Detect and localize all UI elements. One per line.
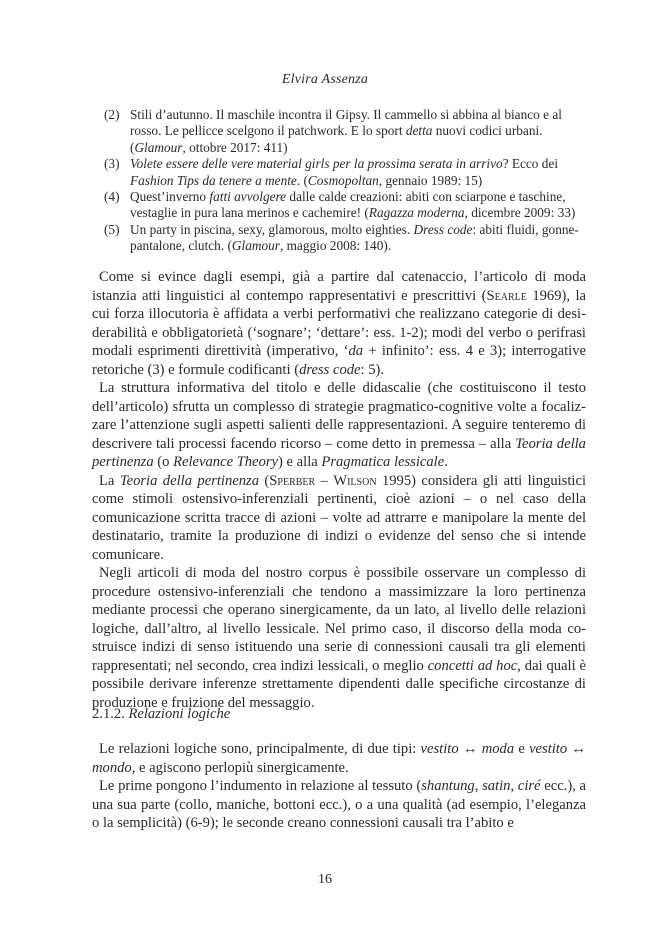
section-number: 2.1.2. — [92, 706, 129, 722]
text-span: , gennaio 1989: 15) — [378, 172, 483, 188]
text-span: . — [444, 454, 448, 470]
body-paragraph — [92, 472, 586, 565]
text-span: , maggio 2008: 140). — [279, 238, 392, 254]
text-span: ( — [259, 472, 270, 489]
text-span: Negli articoli di moda del nostro corpus è possibile osservare un complesso di procedure ostensivo-inferenziali che tendono a massimizzare la loro pertinenza mediante processi che operano sinergicamente, da un lato, al livello delle relazioni logiche, dall’altro, al livello lessicale. Nel primo caso, il discorso della moda costruisce indizi di senso istituendo una serie di connessioni causali tra gli elementi rappresentati; nel secondo, crea indizi lessicali, o meglio — [92, 565, 586, 674]
body-text-section-b — [92, 740, 586, 833]
text-span: + infinito’: ess. 4 e 3); interrogative retoriche (3) e formule codificanti ( — [92, 343, 586, 378]
italic-span: mondo — [92, 759, 132, 776]
text-span: , — [474, 778, 483, 794]
text-span: 1995) considera gli atti linguistici come stimoli ostensivo-inferenziali pertinenti, cioè azioni – o nel caso della comunicazione scritta tracce di azioni – volte ad attrarre e manipolare la mente del destinatario, tramite la produzione di indizi o evidenze del senso che si intende comunicare. — [92, 472, 586, 563]
example-text — [130, 107, 562, 155]
example-text — [130, 156, 558, 187]
small-caps-span: Searle — [486, 287, 527, 304]
example-item — [104, 189, 584, 222]
small-caps-span: Wilson — [333, 472, 377, 489]
text-span: ecc.), a una sua parte (collo, maniche, bottoni ecc.), o a una qualità (ad esempio, l’eleganza o la semplicità) (6-9); le seconde creano connessioni causali tra l’abito e — [92, 778, 587, 831]
example-number: (2) — [104, 107, 120, 122]
example-number: (5) — [104, 221, 120, 237]
text-span: Quest’inverno — [130, 189, 210, 205]
text-span: ? Ecco dei — [502, 156, 559, 172]
italic-span: fatti avvolgere — [209, 189, 287, 205]
text-span: Come si evince dagli esempi, già a partire dal catenaccio, l’articolo di moda istanzia atti linguistici al contempo rappresentativi e prescrittivi ( — [92, 269, 586, 304]
italic-span: satin — [482, 778, 511, 794]
text-span: dalle calde creazioni: abiti con sciarpone e taschine, vestaglie in pura lana merinos e cachemire! ( — [130, 189, 566, 221]
italic-span: Dress code — [413, 221, 473, 237]
small-caps-span: Sperber — [269, 472, 316, 489]
text-span: ↔ — [458, 741, 482, 757]
italic-span: Volete essere delle vere material girls per la prossima serata in arrivo — [130, 156, 503, 172]
text-span: La — [99, 472, 120, 489]
body-paragraph — [92, 740, 586, 777]
body-paragraph — [92, 268, 586, 379]
italic-span: da — [348, 343, 364, 359]
italic-span: Glamour — [231, 238, 280, 254]
italic-span: shantung — [421, 778, 475, 794]
italic-span: Fashion Tips da tenere a mente — [130, 172, 297, 188]
text-span: (o — [153, 454, 174, 470]
example-item — [104, 222, 584, 255]
body-paragraph — [92, 379, 586, 472]
italic-span: Ragazza moderna — [368, 205, 465, 221]
example-text — [130, 189, 575, 220]
text-span: Un party in piscina, sexy, glamorous, molto eighties. — [130, 221, 414, 237]
text-span: , dai quali è possibile derivare inferenze strettamente dipendenti dalle specifiche circostanze di produzione e fruizione del messaggio. — [92, 657, 586, 711]
text-span: , dicembre 2009: 33) — [464, 205, 576, 221]
section-title: Relazioni logiche — [128, 706, 231, 722]
text-span: ) e alla — [278, 454, 322, 470]
text-span: Le relazioni logiche sono, principalmente, di due tipi: — [99, 741, 421, 757]
text-span: La struttura informativa del titolo e delle didascalie (che costituiscono il testo dell’articolo) sfrutta un complesso di strategie pragmatico-cognitive volte a focalizzare l’attenzione sugli aspetti salienti delle rappresentazioni. A seguire tenteremo di descrivere tali processi facendo ricorso – come detto in premessa – alla — [92, 380, 586, 452]
text-span: , e agiscono perlopiù sinergicamente. — [131, 759, 349, 776]
page-number: 16 — [318, 872, 332, 887]
example-number: (4) — [104, 189, 120, 205]
italic-span: moda — [481, 741, 515, 757]
text-span: Le prime pongono l’indumento in relazione al tessuto ( — [99, 778, 422, 794]
text-span: , — [510, 778, 518, 794]
examples-list — [104, 107, 584, 255]
text-span: : 5). — [360, 361, 385, 378]
example-item — [104, 107, 584, 156]
text-span: e — [514, 741, 530, 757]
section-heading — [92, 706, 230, 723]
text-span: 1969), la cui forza illocutoria è affidata a verbi performativi che realizzano categorie di desiderabilità e obbligatorietà (‘sognare’; ‘dettare’: ess. 1-2); modi del verbo o perifrasi modali esprimenti direttività (imperativo, ‘ — [92, 287, 586, 359]
italic-span: Cosmopoltan — [307, 172, 379, 188]
text-span: , ottobre 2017: 411) — [182, 139, 288, 155]
example-item — [104, 156, 584, 189]
italic-span: Teoria della pertinenza — [119, 472, 260, 489]
text-span: nuovi codici urbani. ( — [130, 123, 543, 155]
italic-span: vestito — [420, 741, 459, 757]
text-span: . ( — [296, 172, 308, 188]
example-number: (3) — [104, 156, 120, 172]
example-text — [130, 222, 579, 253]
italic-span: concetti ad hoc — [427, 657, 518, 674]
text-span: : abiti fluidi, gonnepantalone, clutch. ( — [130, 221, 579, 254]
text-span: – — [315, 472, 334, 489]
text-span: ↔ — [567, 741, 586, 757]
italic-span: ciré — [517, 778, 541, 794]
running-head: Elvira Assenza — [281, 72, 369, 87]
body-text-section-a — [92, 268, 586, 712]
italic-span: Glamour — [134, 139, 183, 155]
italic-span: Relevance Theory — [173, 454, 279, 470]
text-span: Stili d’autunno. Il maschile incontra il Gipsy. Il cammello si abbina al bianco e al rosso. Le pellicce scelgono il patchwork. E lo sport — [130, 107, 562, 139]
italic-span: Pragmatica lessicale — [321, 454, 445, 470]
body-paragraph — [92, 777, 586, 833]
italic-span: dress code — [299, 361, 361, 378]
italic-span: Teoria della pertinenza — [92, 435, 586, 470]
italic-span: detta — [405, 123, 433, 139]
italic-span: vestito — [529, 741, 568, 757]
body-paragraph — [92, 564, 586, 712]
